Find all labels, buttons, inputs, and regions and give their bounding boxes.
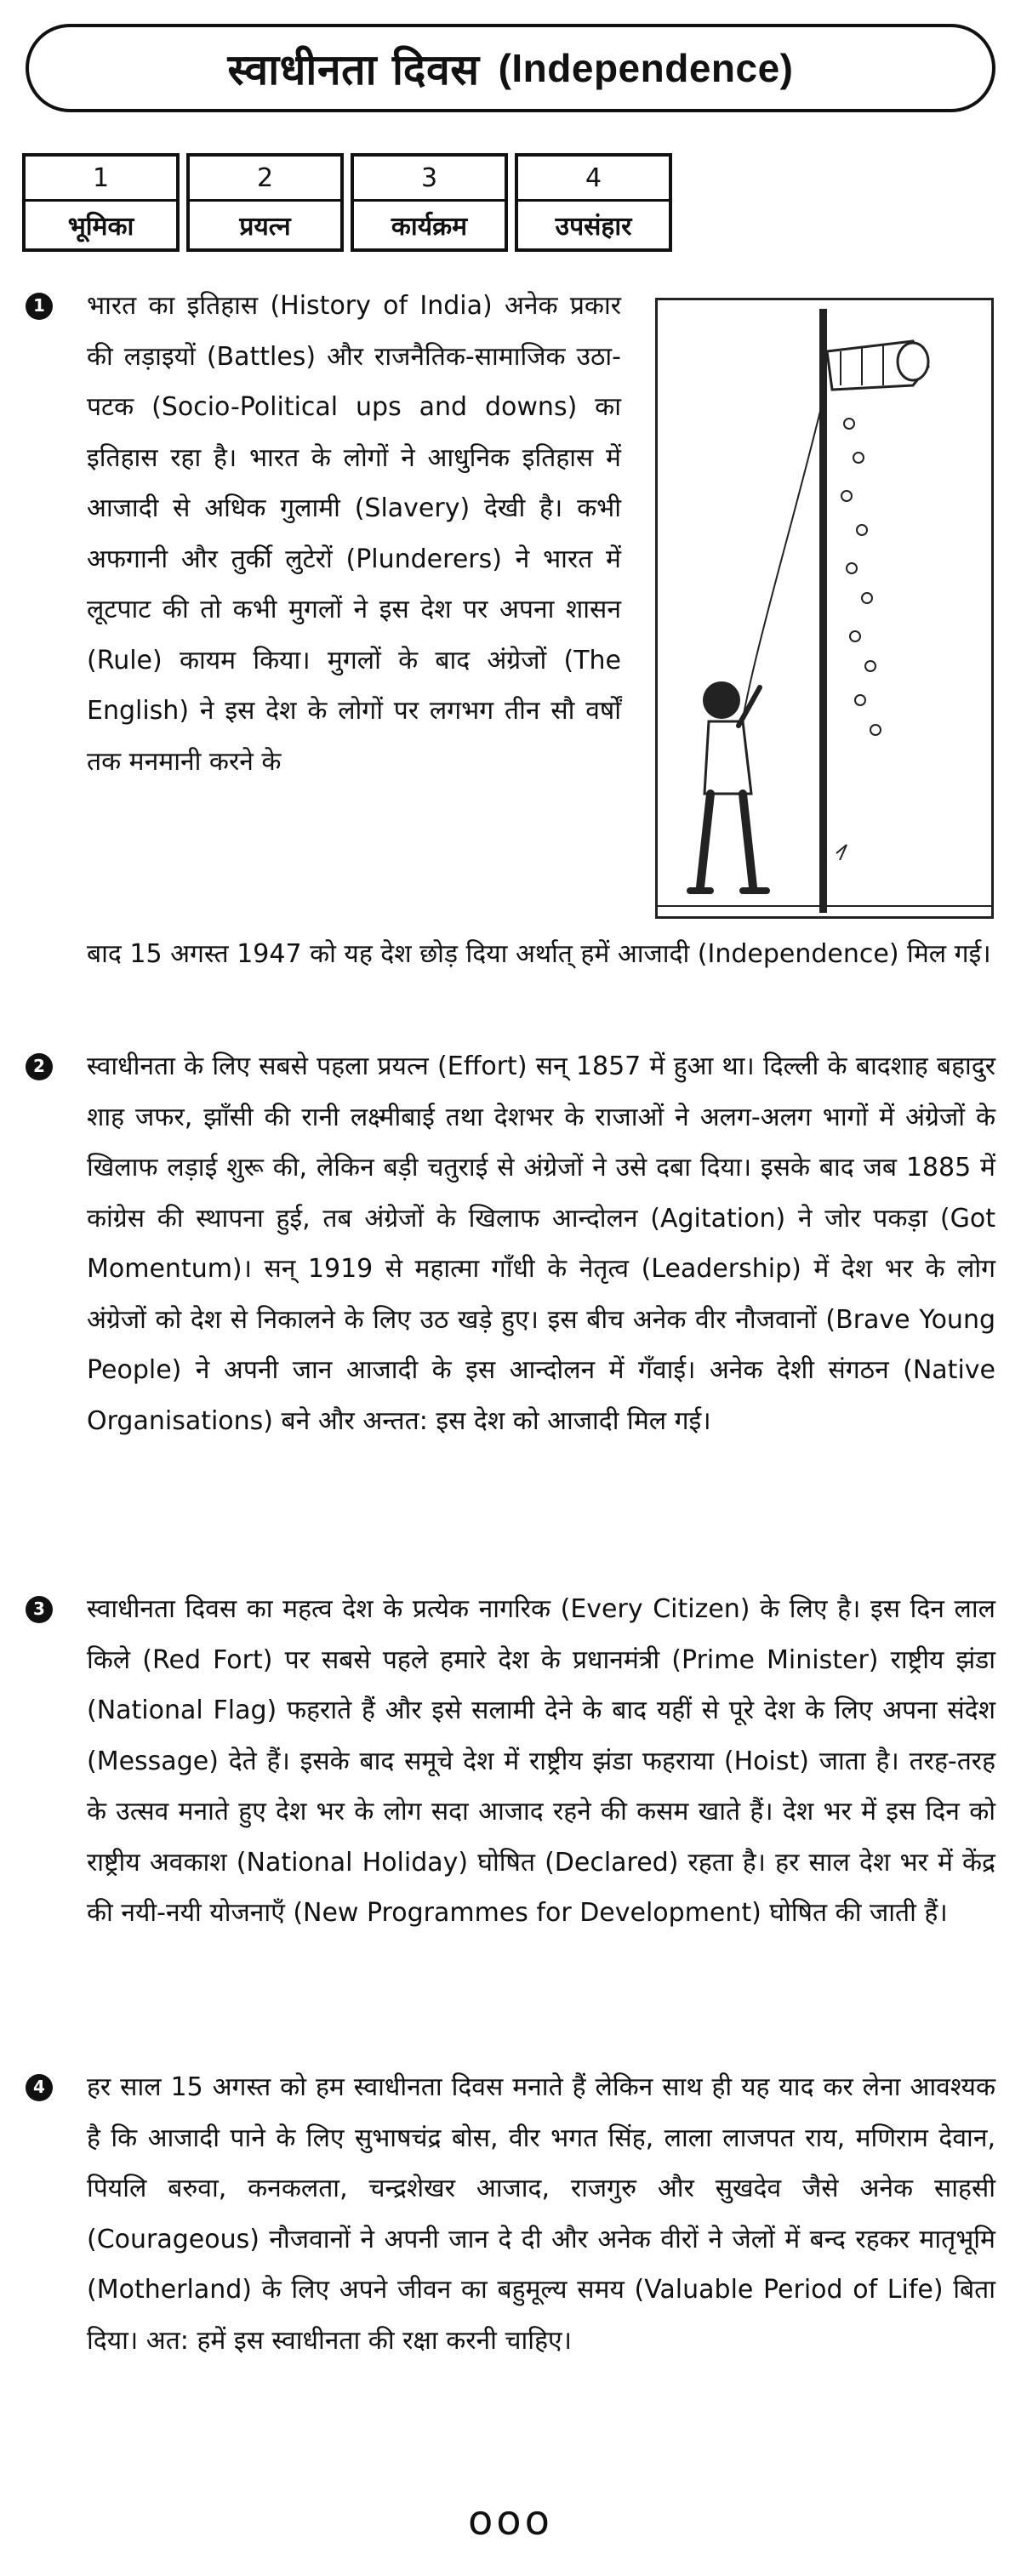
paragraph-marker: 3	[26, 1596, 53, 1623]
paragraph-text: स्वाधीनता दिवस का महत्व देश के प्रत्येक नागरिक (Every Citizen) के लिए है। इस दिन लाल किले (Red Fort) पर सबसे पहले हमारे देश के प्रधानमंत्री (Prime Minister) राष्ट्रीय झंडा (National Flag) फहराते हैं और इसे सलामी देने के बाद यहीं से पूरे देश के लिए अपना संदेश (Message) देते हैं। इसके बाद समूचे देश में राष्ट्रीय झंडा फहराया (Hoist) जाता है। तरह-तरह के उत्सव मनाते हुए देश भर के लोग सदा आजाद रहने की कसम खाते हैं। देश भर में इस दिन को राष्ट्रीय अवकाश (National Holiday) घोषित (Declared) रहता है। हर साल देश भर में केंद्र की नयी-नयी योजनाएँ (New Programmes for Development) घोषित की जाती हैं।	[87, 1594, 995, 1928]
flag-hoisting-illustration	[655, 298, 994, 919]
outline-number: 3	[354, 157, 505, 202]
end-mark: ooo	[467, 2497, 554, 2545]
outline-table	[22, 153, 672, 252]
outline-number: 1	[26, 157, 176, 202]
outline-label: कार्यक्रम	[391, 212, 468, 242]
outline-label: प्रयत्न	[239, 212, 291, 242]
paragraph-text: हर साल 15 अगस्त को हम स्वाधीनता दिवस मनाते हैं लेकिन साथ ही यह याद कर लेना आवश्यक है कि आजादी पाने के लिए सुभाषचंद्र बोस, वीर भगत सिंह, लाला लाजपत राय, मणिराम देवान, पियलि बरुवा, कनकलता, चन्द्रशेखर आजाद, राजगुरु और सुखदेव जैसे अनेक साहसी (Courageous) नौजवानों ने अपनी जान दे दी और अनेक वीरों ने जेलों में बन्द रहकर मातृभूमि (Motherland) के लिए अपने जीवन का बहुमूल्य समय (Valuable Period of Life) बिता दिया। अत: हमें इस स्वाधीनता की रक्षा करनी चाहिए।	[87, 2072, 995, 2356]
outline-label: उपसंहार	[555, 212, 632, 242]
title-banner	[26, 24, 995, 112]
title-hindi: स्वाधीनता दिवस	[227, 45, 480, 94]
paragraph-text: भारत का इतिहास (History of India) अनेक प्रकार की लड़ाइयों (Battles) और राजनैतिक-सामाजिक उठा-पटक (Socio-Political ups and downs) का इतिहास रहा है। भारत के लोगों ने आधुनिक इतिहास में आजादी से अधिक गुलामी (Slavery) देखी है। कभी अफगानी और तुर्की लुटेरों (Plunderers) ने भारत में लूटपाट की तो कभी मुगलों ने इस देश पर अपना शासन (Rule) कायम किया। मुगलों के बाद अंग्रेजों (The English) ने इस देश के लोगों पर लगभग तीन सौ वर्षों तक मनमानी करने के	[87, 291, 621, 777]
outline-number: 4	[518, 157, 669, 202]
paragraph-2	[26, 1041, 995, 1446]
paragraph-4	[26, 2062, 995, 2366]
outline-label: भूमिका	[67, 212, 134, 242]
outline-cell	[186, 153, 344, 252]
paragraph-marker: 2	[26, 1053, 53, 1080]
paragraph-text: स्वाधीनता के लिए सबसे पहला प्रयत्न (Effort) सन् 1857 में हुआ था। दिल्ली के बादशाह बहादुर शाह जफर, झाँसी की रानी लक्ष्मीबाई तथा देशभर के राजाओं ने अलग-अलग भागों में अंग्रेजों के खिलाफ लड़ाई शुरू की, लेकिन बड़ी चतुराई से अंग्रेजों ने उसे दबा दिया। इसके बाद जब 1885 में कांग्रेस की स्थापना हुई, तब अंग्रेजों के खिलाफ आन्दोलन (Agitation) ने जोर पकड़ा (Got Momentum)। सन् 1919 से महात्मा गाँधी के नेतृत्व (Leadership) में देश भर के लोग अंग्रेजों को देश से निकालने के लिए उठ खड़े हुए। इस बीच अनेक वीर नौजवानों (Brave Young People) ने अपनी जान आजादी के इस आन्दोलन में गँवाई। अनेक देशी संगठन (Native Organisations) बने और अन्तत: इस देश को आजादी मिल गई।	[87, 1051, 995, 1436]
outline-cell	[22, 153, 180, 252]
paragraph-1-continuation: बाद 15 अगस्त 1947 को यह देश छोड़ दिया अर्थात् हमें आजादी (Independence) मिल गई।	[87, 939, 991, 969]
outline-cell	[515, 153, 672, 252]
outline-cell	[351, 153, 508, 252]
paragraph-marker: 4	[26, 2074, 53, 2101]
outline-number: 2	[190, 157, 340, 202]
paragraph-1	[26, 281, 621, 787]
flag-hoisting-icon	[658, 300, 991, 916]
title-english: (Independence)	[498, 46, 794, 90]
paragraph-marker: 1	[26, 293, 53, 320]
paragraph-3	[26, 1584, 995, 1939]
